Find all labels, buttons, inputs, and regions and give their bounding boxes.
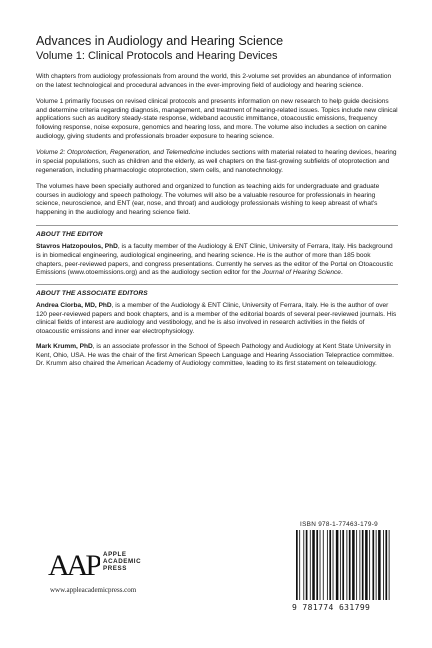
editor-bio <box>36 243 398 278</box>
barcode-bar <box>362 530 364 600</box>
associate-editor-bio <box>36 302 398 337</box>
barcode-bar <box>296 530 298 600</box>
associate-editor-bio-text: , is an associate professor in the School of Speech Pathology and Audiology at Kent State University in Kent, Ohio, USA. He was the chair of the first American Speech Language and Hearing Association Telepractice committee. Dr. Krumm also chaired the American Academy of Audiology committee, leading to its first statement on teleaudiology. <box>36 342 394 368</box>
barcode-bar <box>359 530 360 600</box>
book-title: Advances in Audiology and Hearing Science <box>36 34 284 48</box>
barcode-bar <box>346 530 347 600</box>
barcode-bar <box>333 530 334 600</box>
purpose-paragraph: The volumes have been specially authored and organized to function as teaching aids for undergraduate and graduate courses in audiology and speech pathology. The volumes will also be a valuable resource for professionals in hearing science, neuroscience, and ENT (ear, nose, and throat) and audiology professionals wishing to keep abreast of what's happening in the audiology and hearing science field. <box>36 182 380 216</box>
publisher-name-line: APPLE <box>103 551 127 558</box>
barcode-bar <box>327 530 328 600</box>
logo-letters: AAP <box>48 549 100 579</box>
publisher-name <box>103 551 141 573</box>
barcode-bar <box>306 530 308 600</box>
volume1-paragraph: Volume 1 primarily focuses on revised clinical protocols and presents information on new research to help guide decisions and determine criteria regarding diagnosis, management, and treatment of hearing-related issues. Topics include new clinical applications such as auditory steady-state response, wideband acoustic immittance, otoacoustic emissions, frequency following response, noise exposure, genomics and hearing loss, and more. The volume also includes a section on canine audiology, giving students and professionals broader exposure to hearing science. <box>36 98 398 140</box>
isbn-label: ISBN 978-1-77463-179-9 <box>300 521 379 528</box>
barcode-bar <box>376 530 377 600</box>
publisher-logo <box>48 547 168 587</box>
book-subtitle: Volume 1: Clinical Protocols and Hearing Devices <box>36 50 278 62</box>
volume2-text: includes sections with material related to hearing devices, hearing in special populations, such as children and the elderly, as well chapters on the fast-growing subfields of otoprotection and regeneration, including pharmacologic otoprotection, stem cells, and nanotechnology. <box>36 149 397 174</box>
intro-paragraph: With chapters from audiology professionals from around the world, this 2-volume set provides an abundance of information on the latest technological and procedural advances in the ever-improving field of audiology and hearing science. <box>36 73 392 89</box>
divider <box>36 225 398 226</box>
volume2-title: Volume 2: Otoprotection, Regeneration, and Telemedicine <box>36 149 205 157</box>
barcode-bar <box>365 530 368 600</box>
volume2-paragraph <box>36 149 398 175</box>
barcode-bar <box>352 530 355 600</box>
barcode-bar <box>340 530 341 600</box>
barcode-bar <box>372 530 374 600</box>
barcode-bar <box>383 530 384 600</box>
barcode-bar <box>385 530 387 600</box>
editor-name: Stavros Hatzopoulos, PhD <box>36 243 118 251</box>
barcode-bar <box>310 530 311 600</box>
barcode-bar <box>299 530 300 600</box>
barcode-bar <box>312 530 315 600</box>
barcode-bar <box>369 530 370 600</box>
barcode-icon <box>292 530 396 602</box>
barcode-bar <box>378 530 381 600</box>
associate-editor-bio-text: , is a member of the Audiology & ENT Clinic, University of Ferrara, Italy. He is the author of over 120 peer-reviewed papers and book chapters, and is a member of the editorial boards of several peer-reviewed journals. His clinical fields of interest are audiology and vestibology, and he is also involved in research activities in the fields of otoacoustic emissions and inner ear electrophysiology. <box>36 302 397 336</box>
barcode-bar <box>323 530 324 600</box>
associate-editor-name: Mark Krumm, PhD <box>36 342 93 350</box>
editor-bio-text: , is a faculty member of the Audiology & ENT Clinic, University of Ferrara, Italy. His background is in biomedical engineering, audiological engineering, and hearing science. He is the author of more than 185 book chapters, peer-reviewed papers, and congress presentations. Currently he serves as the editor of the Portal on Otoacoustic Emissions (www.otoemissions.org) and as the audiology section editor for the <box>36 243 393 277</box>
barcode-bar <box>303 530 304 600</box>
associate-editor-bio <box>36 343 398 369</box>
publisher-name-line: PRESS <box>103 565 127 573</box>
back-cover <box>36 34 398 375</box>
barcode-bar <box>356 530 357 600</box>
associate-editor-name: Andrea Ciorba, MD, PhD <box>36 302 112 310</box>
barcode-number: 9 781774 631799 <box>292 603 371 612</box>
publisher-url: www.appleacademicpress.com <box>50 586 137 594</box>
barcode-bar <box>389 530 390 600</box>
editor-heading: ABOUT THE EDITOR <box>36 231 103 239</box>
editor-bio-end: . <box>340 269 343 277</box>
barcode-bar <box>316 530 318 600</box>
associate-editors-heading: ABOUT THE ASSOCIATE EDITORS <box>36 290 148 298</box>
barcode-bar <box>320 530 321 600</box>
publisher-name-line: ACADEMIC <box>103 558 142 566</box>
divider <box>36 284 398 285</box>
barcode-bar <box>342 530 344 600</box>
barcode-bar <box>329 530 331 600</box>
journal-name: Journal of Hearing Science <box>262 269 341 277</box>
barcode-bar <box>336 530 339 600</box>
aap-logo-icon <box>48 547 100 579</box>
barcode-bar <box>349 530 351 600</box>
